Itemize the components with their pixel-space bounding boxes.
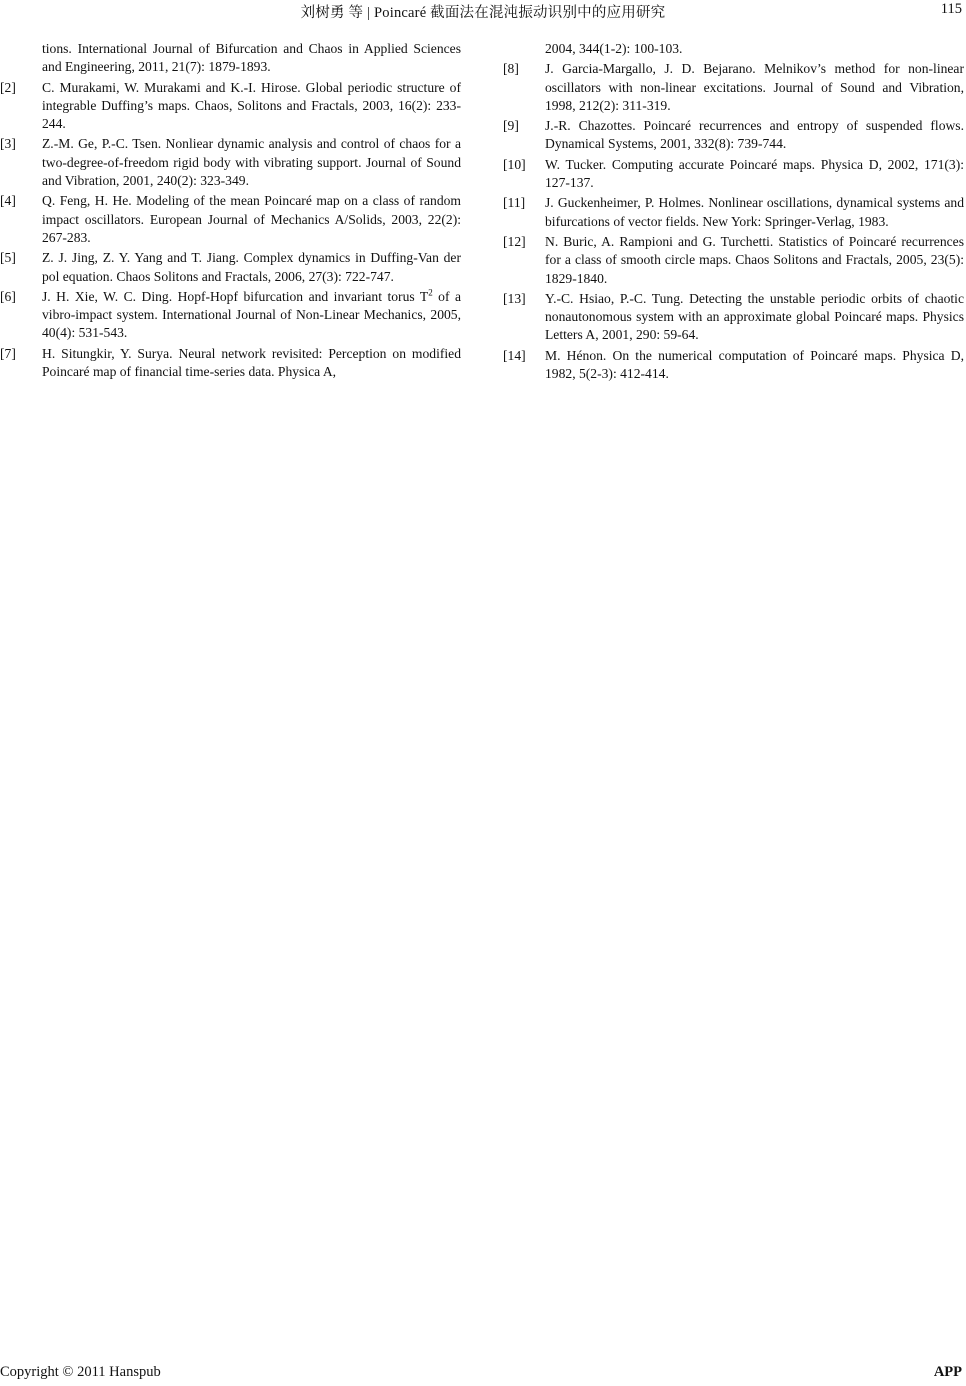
page-number: 115 <box>940 1 962 17</box>
reference-item <box>503 194 964 231</box>
reference-text: J. Garcia-Margallo, J. D. Bejarano. Melnikov’s method for non-linear oscillators with non-linear excitations. Journal of Sound and Vibration, 1998, 212(2): 311-319. <box>545 61 964 113</box>
reference-text: tions. International Journal of Bifurcation and Chaos in Applied Sciences and Engineering, 2011, 21(7): 1879-1893. <box>42 41 461 75</box>
reference-number: [5] <box>0 250 16 266</box>
reference-number: [2] <box>0 79 16 95</box>
copyright-notice: Copyright © 2011 Hanspub <box>0 1364 161 1380</box>
reference-item <box>0 192 461 247</box>
reference-number: [13] <box>503 290 526 306</box>
reference-text: J. H. Xie, W. C. Ding. Hopf-Hopf bifurcation and invariant torus T <box>42 288 429 304</box>
reference-number: [14] <box>503 347 526 363</box>
superscript: 2 <box>428 287 433 298</box>
reference-text: Y.-C. Hsiao, P.-C. Tung. Detecting the unstable periodic orbits of chaotic nonautonomous system with an approximate global Poincaré maps. Physics Letters A, 2001, 290: 59-64. <box>545 290 964 343</box>
reference-text: 2004, 344(1-2): 100-103. <box>545 41 683 56</box>
reference-text: H. Situngkir, Y. Surya. Neural network revisited: Perception on modified Poincaré map of financial time-series data. Physica A, <box>42 345 461 380</box>
reference-text: N. Buric, A. Rampioni and G. Turchetti. Statistics of Poincaré recurrences for a class of smooth circle maps. Chaos Solitons and Fractals, 2005, 23(5): 1829-1840. <box>545 233 964 286</box>
reference-text: Z.-M. Ge, P.-C. Tsen. Nonliear dynamic analysis and control of chaos for a two-degree-of-freedom rigid body with vibrating support. Journal of Sound and Vibration, 2001, 240(2): 323-349. <box>42 136 461 189</box>
left-column <box>0 40 461 383</box>
reference-number: [4] <box>0 193 16 209</box>
reference-text: of a vibro-impact system. International Journal of Non-Linear Mechanics, 2005, 40(4): 531-543. <box>42 288 461 341</box>
reference-item <box>503 290 964 345</box>
reference-item <box>0 79 461 134</box>
reference-item <box>503 156 964 193</box>
reference-number: [12] <box>503 233 526 249</box>
reference-number: [8] <box>503 61 519 77</box>
reference-text: W. Tucker. Computing accurate Poincaré maps. Physica D, 2002, 171(3): 127-137. <box>545 156 964 191</box>
reference-item <box>0 345 461 382</box>
reference-item <box>0 135 461 190</box>
reference-item <box>503 347 964 384</box>
reference-text: Z. J. Jing, Z. Y. Yang and T. Jiang. Complex dynamics in Duffing-Van der pol equation. Chaos Solitons and Fractals, 2006, 27(3): 722-747. <box>42 250 461 284</box>
reference-number: [6] <box>0 288 16 304</box>
page-footer <box>0 1364 966 1384</box>
reference-number: [7] <box>0 345 16 361</box>
reference-continuation <box>503 40 964 58</box>
page-header <box>0 0 966 22</box>
reference-item <box>0 249 461 286</box>
reference-text: M. Hénon. On the numerical computation of Poincaré maps. Physica D, 1982, 5(2-3): 412-414. <box>545 347 964 382</box>
reference-number: [11] <box>503 195 526 211</box>
reference-number: [9] <box>503 118 519 134</box>
reference-item <box>503 60 964 115</box>
reference-text: J.-R. Chazottes. Poincaré recurrences and entropy of suspended flows. Dynamical Systems, 2001, 332(8): 739-744. <box>545 118 964 152</box>
reference-number: [3] <box>0 136 16 152</box>
reference-text: C. Murakami, W. Murakami and K.-I. Hirose. Global periodic structure of integrable Duffing’s maps. Chaos, Solitons and Fractals, 2003, 16(2): 233-244. <box>42 79 461 132</box>
reference-item <box>0 288 461 343</box>
reference-item <box>503 117 964 154</box>
journal-abbreviation: APP <box>933 1364 962 1380</box>
running-title: 刘树勇 等 | Poincaré 截面法在混沌振动识别中的应用研究 <box>300 5 666 21</box>
reference-number: [10] <box>503 156 526 172</box>
reference-item <box>503 233 964 288</box>
reference-text: Q. Feng, H. He. Modeling of the mean Poincaré map on a class of random impact oscillators. European Journal of Mechanics A/Solids, 2003, 22(2): 267-283. <box>42 193 461 245</box>
reference-text: J. Guckenheimer, P. Holmes. Nonlinear oscillations, dynamical systems and bifurcations of vector fields. New York: Springer-Verlag, 1983. <box>545 195 964 229</box>
reference-continuation <box>0 40 461 77</box>
right-column <box>503 40 964 385</box>
